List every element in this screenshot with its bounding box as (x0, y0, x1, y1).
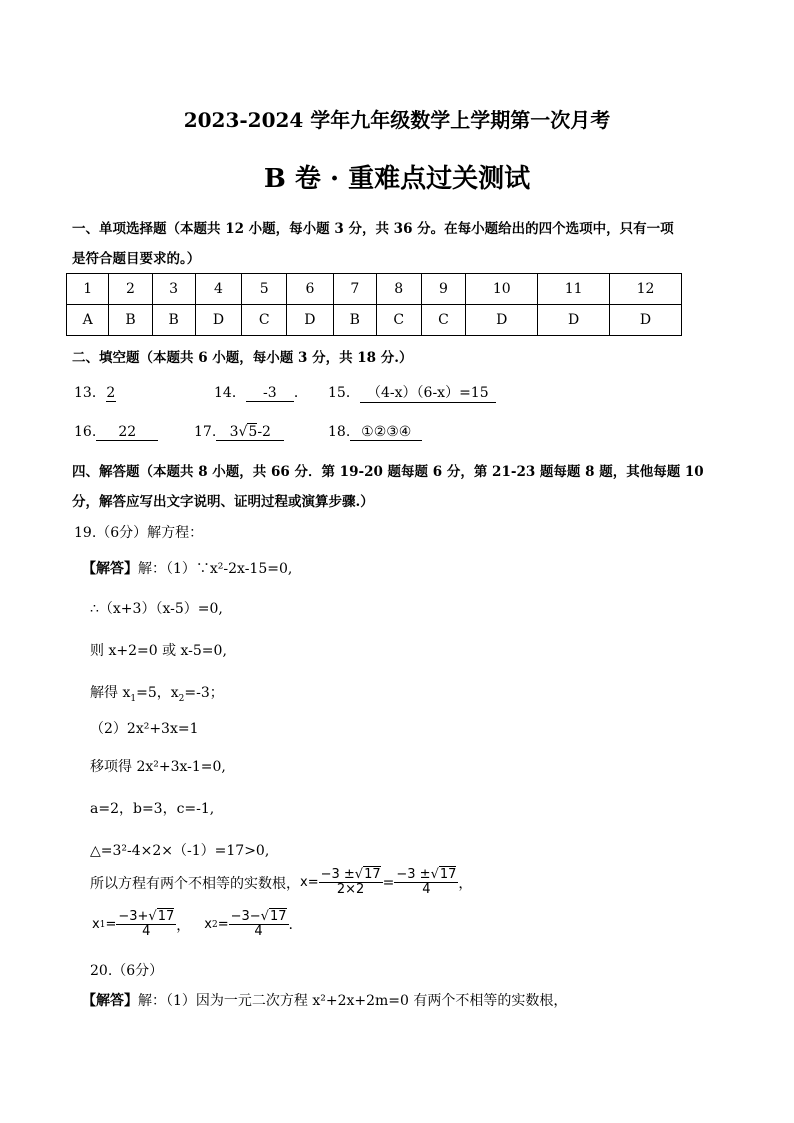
table-cell: D (610, 305, 682, 336)
table-cell: C (421, 305, 466, 336)
page-title: 2023-2024 学年九年级数学上学期第一次月考 (183, 108, 611, 132)
fraction-denominator: 4 (422, 882, 431, 898)
answer-17-coefficient: 3 (229, 424, 239, 440)
variable: x (204, 917, 212, 933)
sqrt-icon: √ (430, 867, 439, 882)
solution-text: 解：（1）∵x²-2x-15=0, (138, 561, 293, 577)
answer-15: （4-x）（6-x）=15 (360, 382, 496, 403)
q19-solution-line4: 解得 $x_1=5$，$x_2=-3$； (90, 685, 224, 704)
formula-label: x= (300, 875, 319, 891)
section4-heading-line2: 分，解答应写出文字说明、证明过程或演算步骤.） (72, 494, 374, 510)
answer-18: ①②③④ (350, 424, 422, 441)
table-cell: B (333, 305, 376, 336)
q19-solution-line9 (90, 868, 472, 898)
punctuation: ． (293, 385, 308, 401)
q19-solution-line8: △=3²-4×2×（-1）=17>0, (90, 843, 270, 859)
answer-13: 2 (106, 385, 116, 401)
answer-17-constant: -2 (257, 424, 271, 440)
fill-blank-17 (194, 424, 284, 441)
fraction-numerator: −3− (230, 909, 261, 924)
equals-sign: = (382, 874, 395, 891)
punctuation: . (288, 916, 293, 933)
section4-heading-line1: 四、解答题（本题共 8 小题，共 66 分．第 19-20 题每题 6 分，第 21-23 题每题 8 题，其他每题 10 (72, 464, 704, 480)
fraction (319, 868, 383, 898)
fill-blank-18 (328, 424, 422, 441)
q19-solution-line5: （2）2x²+3x=1 (90, 721, 199, 737)
question-number: 16. (74, 424, 97, 440)
table-cell: D (195, 305, 242, 336)
sqrt-icon: √ (354, 867, 364, 882)
fraction-denominator: 2×2 (336, 882, 365, 898)
question-number: 17. (194, 424, 217, 440)
subscript: 2 (211, 919, 218, 930)
radicand: 17 (364, 867, 381, 882)
page-subtitle: B 卷 · 重难点过关测试 (263, 164, 531, 194)
q19-solution-line2: ∴（x+3）（x-5）=0, (90, 601, 223, 617)
equals-sign: = (217, 917, 229, 933)
answer-table-answer-row (67, 305, 682, 336)
punctuation: ， (176, 917, 191, 934)
table-cell: 2 (109, 274, 152, 305)
q19-solution-line3: 则 x+2=0 或 x-5=0, (90, 643, 227, 659)
question-number: 18. (328, 424, 351, 440)
table-cell: 6 (287, 274, 334, 305)
table-cell: B (152, 305, 195, 336)
table-cell: 3 (152, 274, 195, 305)
fraction-denominator: 4 (254, 924, 263, 940)
table-cell: D (538, 305, 610, 336)
table-cell: 9 (421, 274, 466, 305)
table-cell: D (287, 305, 334, 336)
solution-text: 解得 x (90, 685, 131, 701)
table-cell: 1 (67, 274, 109, 305)
answer-16: 22 (96, 424, 158, 441)
section1-heading-line2: 是符合题目要求的。） (72, 251, 201, 267)
fill-blank-16 (74, 424, 158, 441)
q19-solution-line7: a=2，b=3，c=-1, (90, 801, 215, 817)
q19-solution-line1 (82, 558, 292, 578)
table-cell: 11 (538, 274, 610, 305)
fill-blank-14 (214, 382, 308, 402)
fill-blank-13 (74, 382, 116, 402)
radicand: 17 (439, 867, 457, 882)
fraction (394, 868, 458, 898)
equals-sign: = (105, 917, 117, 933)
fraction-numerator: −3 ± (396, 867, 431, 882)
answer-14: -3 (246, 385, 294, 402)
radicand: 17 (157, 909, 175, 924)
sqrt-icon: √ (148, 909, 157, 924)
solution-tag: 【解答】 (82, 993, 138, 1009)
answer-table-number-row (67, 274, 682, 305)
fraction-numerator: −3+ (118, 909, 149, 924)
solution-text: 解：（1）因为一元二次方程 x²+2x+2m=0 有两个不相等的实数根， (138, 993, 568, 1009)
question-number: 14． (214, 385, 246, 401)
answer-table (66, 273, 682, 336)
table-cell: D (466, 305, 538, 336)
table-cell: C (376, 305, 421, 336)
table-cell: 5 (242, 274, 287, 305)
fraction-denominator: 4 (142, 924, 151, 940)
table-cell: 10 (466, 274, 538, 305)
sqrt-icon: √ (238, 424, 248, 440)
q20-solution-line1 (82, 990, 567, 1010)
fill-blank-15 (328, 382, 496, 403)
answer-17-radicand: 5 (248, 424, 258, 440)
table-cell: 7 (333, 274, 376, 305)
variable: x (92, 917, 100, 933)
q20-heading: 20.（6分） (90, 963, 164, 979)
table-cell: C (242, 305, 287, 336)
punctuation: ， (458, 875, 473, 892)
table-cell: 8 (376, 274, 421, 305)
fraction-numerator: −3 ± (320, 867, 355, 882)
sqrt-icon: √ (260, 909, 269, 924)
question-number: 15． (328, 385, 360, 401)
section2-heading: 二、填空题（本题共 6 小题，每小题 3 分，共 18 分.） (72, 350, 413, 366)
table-cell: B (109, 305, 152, 336)
q19-solution-line10 (92, 910, 293, 940)
table-cell: 4 (195, 274, 242, 305)
table-cell: A (67, 305, 109, 336)
solution-text: 所以方程有两个不相等的实数根， (90, 875, 300, 892)
radicand: 17 (269, 909, 287, 924)
solution-tag: 【解答】 (82, 561, 138, 577)
subscript: 1 (99, 919, 106, 930)
question-number: 13． (74, 385, 106, 401)
section1-heading-line1: 一、单项选择题（本题共 12 小题，每小题 3 分，共 36 分。在每小题给出的四个选项中，只有一项 (72, 221, 674, 237)
q19-heading: 19.（6分）解方程： (74, 525, 204, 541)
solution-text: =-3； (184, 685, 224, 701)
q19-solution-line6: 移项得 2x²+3x-1=0, (90, 759, 226, 775)
solution-text: =5，x (136, 685, 179, 701)
fraction (116, 910, 176, 940)
table-cell: 12 (610, 274, 682, 305)
fraction (229, 910, 289, 940)
